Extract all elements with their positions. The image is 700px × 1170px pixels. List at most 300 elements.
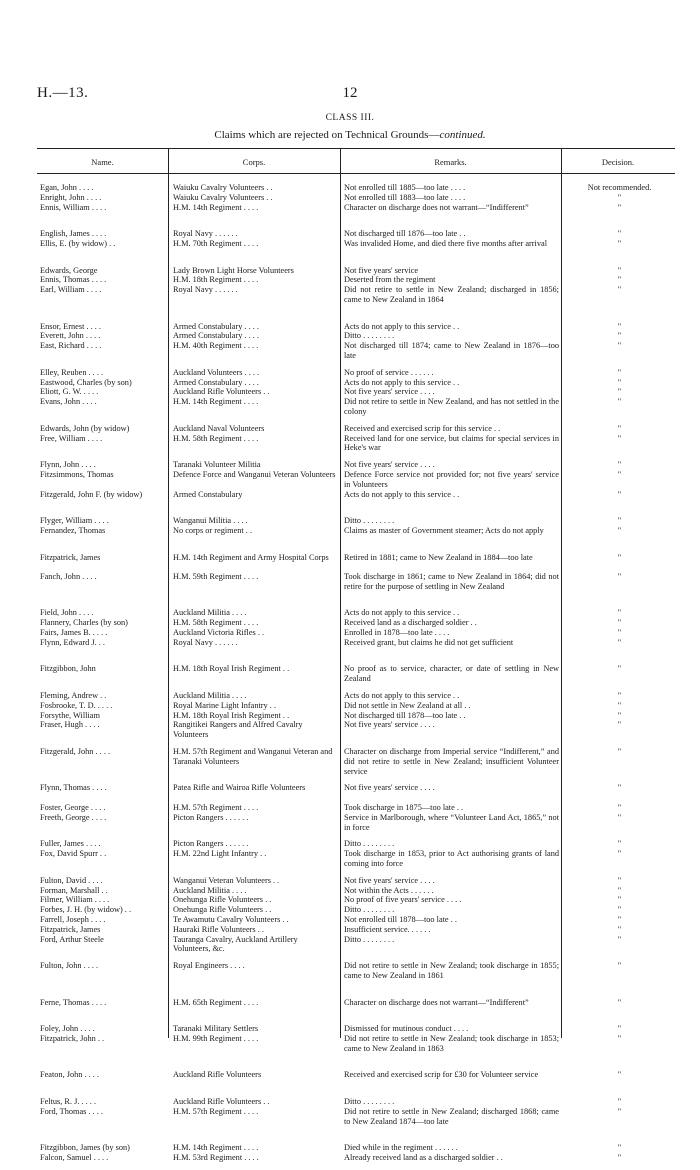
entry-name: Farrell, Joseph . . . . [40, 915, 106, 924]
entry-remarks: Dismissed for mutinous conduct . . . . [344, 1024, 469, 1034]
entry-corps: Auckland Volunteers . . . . [173, 367, 260, 377]
entry-corps: Onehunga Rifle Volunteers . . [173, 895, 272, 905]
table-row [37, 424, 675, 434]
entry-remarks: Not enrolled till 1885—too late . . . . [344, 183, 466, 192]
entry-corps: H.M. 58th Regiment . . . . [173, 618, 259, 628]
entry-decision: " [617, 229, 622, 239]
table-row [37, 961, 675, 990]
entry-corps: H.M. 18th Royal Irish Regiment . . [173, 664, 290, 674]
entry-decision: " [617, 934, 622, 944]
table-row [37, 998, 675, 1018]
table-row [37, 925, 675, 935]
entry-name: Fraser, Hugh . . . . [40, 720, 100, 730]
entry-decision: " [617, 1143, 622, 1153]
entry-corps: H.M. 57th Regiment . . . . [173, 1106, 259, 1116]
table-row [37, 1097, 675, 1107]
entry-decision: " [617, 895, 622, 905]
entry-name: Fuller, James . . . . [40, 839, 101, 849]
table-row [37, 239, 675, 259]
entry-decision: " [617, 664, 622, 674]
table-row [37, 387, 675, 397]
entry-name: Fitzsimmons, Thomas [40, 469, 114, 479]
subtitle-continued: continued. [439, 129, 486, 141]
entry-decision: " [617, 341, 622, 351]
table-row [37, 813, 675, 833]
entry-corps: Tauranga Cavalry, Auckland Artillery Volunteers, &c. [173, 934, 298, 954]
entry-name: Freeth, George . . . . [40, 812, 107, 822]
entry-remarks: Took discharge in 1861; came to New Zealand in 1864; did not retire for the purpose of settling in New Zealand [344, 572, 559, 591]
entry-remarks: Acts do not apply to this service . . [344, 377, 460, 387]
entry-decision: " [617, 1096, 622, 1106]
group-spacer [37, 740, 675, 747]
entry-name: Ford, Thomas . . . . [40, 1106, 103, 1116]
entry-decision: " [617, 783, 622, 793]
entry-corps: Auckland Militia . . . . [173, 885, 247, 895]
entry-name: Fitzgerald, John F. (by widow) [40, 489, 143, 499]
group-spacer [37, 601, 675, 608]
entry-decision: " [617, 460, 622, 470]
entry-name: Free, William . . . . [40, 433, 103, 443]
header-bottom-rule [37, 173, 675, 174]
entry-decision: " [617, 924, 622, 934]
entry-decision: " [617, 367, 622, 377]
entry-name: Elley, Reuben . . . . [40, 367, 104, 377]
entry-decision: " [617, 1106, 622, 1116]
entry-remarks: Not five years' service . . . . [344, 720, 435, 730]
entry-name: Egan, John . . . . [40, 183, 94, 192]
entry-corps: H.M. 65th Regiment . . . . [173, 997, 259, 1007]
table-row [37, 747, 675, 776]
entry-corps: Royal Navy . . . . . . [173, 637, 238, 647]
entry-remarks: Not five years' service . . . . [344, 460, 435, 470]
entry-corps: H.M. 58th Regiment . . . . [173, 433, 259, 443]
entry-decision: " [617, 747, 622, 757]
table-row [37, 1143, 675, 1153]
entry-remarks: Character on discharge does not warrant—“Indifferent” [344, 997, 529, 1007]
group-spacer [37, 259, 675, 266]
table-subtitle [0, 129, 700, 141]
entry-corps: Waiuku Cavalry Volunteers . . [173, 192, 273, 202]
column-header-name: Name. [91, 157, 114, 167]
entry-name: Flynn, Thomas . . . . [40, 783, 107, 793]
entry-corps: Auckland Militia . . . . [173, 608, 247, 618]
entry-remarks: Retired in 1881; came to New Zealand in 1884—too late [344, 552, 533, 562]
entry-decision: " [617, 397, 622, 407]
entry-corps: Royal Navy . . . . . . [173, 285, 238, 295]
entry-decision: " [617, 875, 622, 885]
table-row [37, 397, 675, 417]
entry-corps: H.M. 53rd Regiment . . . . [173, 1152, 259, 1162]
entry-name: East, Richard . . . . [40, 341, 102, 351]
entry-name: Flynn, John . . . . [40, 460, 96, 470]
entry-decision: " [617, 961, 622, 971]
entry-remarks: Received grant, but claims he did not get sufficient [344, 637, 514, 647]
entry-name: Fleming, Andrew . . [40, 691, 107, 701]
entry-corps: H.M. 18th Regiment . . . . [173, 275, 259, 285]
entry-corps: Auckland Rifle Volunteers . . [173, 1096, 270, 1106]
table-row [37, 886, 675, 896]
table-row [37, 628, 675, 638]
group-spacer [37, 315, 675, 322]
entry-remarks: Acts do not apply to this service . . [344, 608, 460, 618]
table-row [37, 183, 675, 193]
entry-remarks: Did not settle in New Zealand at all . . [344, 700, 471, 710]
entry-name: Ford, Arthur Steele [40, 934, 104, 944]
entry-name: Enright, John . . . . [40, 192, 102, 202]
entry-decision: " [617, 849, 622, 859]
entry-remarks: Not enrolled till 1883—too late . . . . [344, 192, 466, 202]
entry-name: English, James . . . . [40, 229, 107, 239]
table-row [37, 638, 675, 658]
entry-corps: H.M. 14th Regiment . . . . [173, 202, 259, 212]
entry-remarks: Took discharge in 1875—too late . . [344, 803, 464, 813]
entry-remarks: Not five years' service . . . . [344, 875, 435, 885]
entry-corps: H.M. 14th Regiment . . . . [173, 397, 259, 407]
entry-corps: Te Awamutu Cavalry Volunteers . . [173, 915, 289, 924]
entry-decision: " [617, 608, 622, 618]
entry-name: Ellis, E. (by widow) . . [40, 238, 116, 248]
table-row [37, 876, 675, 886]
entry-corps: Armed Constabulary [173, 489, 243, 499]
entry-decision: " [617, 285, 622, 295]
entry-remarks: Insufficient service. . . . . . [344, 924, 431, 934]
entry-corps: H.M. 57th Regiment . . . . [173, 803, 259, 813]
entry-corps: Defence Force and Wanganui Veteran Volunteers [173, 469, 336, 479]
entry-name: Edwards, George [40, 265, 98, 275]
entry-remarks: Character on discharge from Imperial service “Indifferent,” and did not retire to settle in New Zealand; insufficient Volunteer service [344, 747, 559, 776]
entry-remarks: Received and exercised scrip for this service . . [344, 423, 501, 433]
entry-decision: " [617, 275, 622, 285]
entry-name: Fanch, John . . . . [40, 572, 97, 582]
group-spacer [37, 222, 675, 229]
entry-name: Fulton, John . . . . [40, 961, 99, 971]
entry-decision: " [617, 238, 622, 248]
entry-corps: Taranaki Volunteer Militia [173, 460, 261, 470]
table-row [37, 839, 675, 849]
table-row [37, 341, 675, 361]
subtitle-main: Claims which are rejected on Technical Grounds— [214, 129, 440, 141]
entry-name: Falcon, Samuel . . . . [40, 1152, 109, 1162]
group-spacer [37, 1163, 675, 1170]
entry-remarks: Died while in the regiment . . . . . . [344, 1143, 458, 1153]
entry-remarks: Not five years' service . . . . [344, 387, 435, 397]
entry-remarks: Acts do not apply to this service . . [344, 489, 460, 499]
table-row [37, 434, 675, 454]
entry-name: Featon, John . . . . [40, 1070, 99, 1080]
column-header-decision: Decision. [601, 157, 635, 167]
entry-remarks: Not within the Acts . . . . . . [344, 885, 434, 895]
table-row [37, 1153, 675, 1163]
entry-remarks: Not five years' service . . . . [344, 783, 435, 793]
entry-corps: H.M. 57th Regiment and Wanganui Veteran and Taranaki Volunteers [173, 747, 333, 766]
entry-corps: H.M. 14th Regiment and Army Hospital Corps [173, 552, 329, 562]
entry-remarks: Acts do not apply to this service . . [344, 691, 460, 701]
entry-decision: " [617, 469, 622, 479]
entry-remarks: Ditto . . . . . . . . [344, 905, 395, 915]
table-top-rule [37, 148, 675, 149]
entry-decision: " [617, 628, 622, 638]
table-row [37, 618, 675, 628]
entry-name: Earl, William . . . . [40, 285, 102, 295]
entry-remarks: Not discharged till 1874; came to New Zealand in 1876—too late [344, 341, 559, 360]
entry-name: Fairs, James B. . . . . [40, 628, 108, 638]
entry-decision: " [617, 321, 622, 331]
entry-decision: " [617, 691, 622, 701]
entry-decision: " [617, 700, 622, 710]
entry-decision: " [617, 618, 622, 628]
entry-name: Ennis, Thomas . . . . [40, 275, 107, 285]
entry-decision: " [617, 423, 622, 433]
entry-decision: " [617, 905, 622, 915]
entry-remarks: Ditto . . . . . . . . [344, 839, 395, 849]
table-row [37, 915, 675, 925]
group-spacer [37, 417, 675, 424]
group-spacer [37, 657, 675, 664]
entry-corps: H.M. 70th Regiment . . . . [173, 238, 259, 248]
entry-corps: Taranaki Military Settlers [173, 1024, 259, 1034]
entry-remarks: Not five years' service [344, 265, 419, 275]
entry-decision: " [617, 637, 622, 647]
entry-corps: Auckland Rifle Volunteers . . [173, 387, 270, 397]
entry-corps: Royal Engineers . . . . [173, 961, 245, 971]
table-row [37, 331, 675, 341]
entry-remarks: Enrolled in 1878—too late . . . . [344, 628, 450, 638]
entry-decision: " [617, 885, 622, 895]
entry-decision: " [617, 433, 622, 443]
entry-name: Eastwood, Charles (by son) [40, 377, 132, 387]
table-row [37, 608, 675, 618]
entry-decision: " [617, 1070, 622, 1080]
entry-name: Fitzpatrick, James [40, 552, 101, 562]
entry-decision: " [617, 331, 622, 341]
table-row [37, 368, 675, 378]
entry-corps: Royal Marine Light Infantry . . [173, 700, 276, 710]
entry-corps: Hauraki Rifle Volunteers . . [173, 924, 264, 934]
table-row [37, 203, 675, 223]
entry-remarks: Did not retire to settle in New Zealand; took discharge in 1853; came to New Zealand in 1863 [344, 1033, 559, 1053]
entry-remarks: Took discharge in 1853, prior to Act authorising grants of land coming into force [344, 849, 559, 869]
table-row [37, 266, 675, 276]
claims-table [37, 183, 675, 1170]
group-spacer [37, 1063, 675, 1070]
entry-corps: Wanganui Veteran Volunteers . . [173, 875, 280, 885]
entry-decision: " [617, 720, 622, 730]
entry-remarks: Already received land as a discharged soldier . . [344, 1152, 503, 1162]
group-spacer [37, 1017, 675, 1024]
entry-corps: Patea Rifle and Wairoa Rifle Volunteers [173, 783, 306, 793]
entry-decision: " [617, 803, 622, 813]
entry-name: Fitzgibbon, John [40, 664, 96, 674]
entry-name: Forsythe, William [40, 710, 100, 720]
entry-name: Forman, Marshall . . [40, 885, 108, 895]
entry-remarks: Service in Marlborough, where “Volunteer Land Act, 1865,” not in force [344, 812, 559, 832]
entry-decision: " [617, 839, 622, 849]
entry-remarks: Ditto . . . . . . . . [344, 1096, 395, 1106]
entry-corps: Armed Constabulary . . . . [173, 321, 259, 331]
table-row [37, 935, 675, 955]
entry-name: Ferne, Thomas . . . . [40, 997, 107, 1007]
table-row [37, 1024, 675, 1034]
table-row [37, 783, 675, 803]
group-spacer [37, 509, 675, 516]
column-header-remarks: Remarks. [434, 157, 467, 167]
table-row [37, 193, 675, 203]
entry-remarks: Ditto . . . . . . . . [344, 934, 395, 944]
entry-corps: H.M. 99th Regiment . . . . [173, 1033, 259, 1043]
entry-decision: " [617, 377, 622, 387]
table-row [37, 803, 675, 813]
entry-corps: Auckland Naval Volunteers [173, 423, 265, 433]
table-row [37, 895, 675, 905]
entry-decision: " [617, 812, 622, 822]
table-row [37, 1034, 675, 1063]
entry-name: Forbes, J. H. (by widow) . . [40, 905, 132, 915]
entry-decision: " [617, 516, 622, 526]
entry-remarks: Ditto . . . . . . . . [344, 516, 395, 526]
group-spacer [37, 832, 675, 839]
entry-name: Flannery, Charles (by son) [40, 618, 128, 628]
column-header-corps: Corps. [242, 157, 266, 167]
entry-corps: Armed Constabulary . . . . [173, 377, 259, 387]
group-spacer [37, 991, 675, 998]
table-row [37, 905, 675, 915]
table-row [37, 516, 675, 526]
entry-remarks: Received land as a discharged soldier . . [344, 618, 477, 628]
entry-remarks: Claims as master of Government steamer; Acts do not apply [344, 525, 544, 535]
entry-decision: " [617, 265, 622, 275]
entry-remarks: Received land for one service, but claims for special services in Heke's war [344, 433, 559, 453]
table-row [37, 691, 675, 701]
entry-decision: " [617, 489, 622, 499]
document-reference: H.—13. [37, 85, 89, 101]
entry-decision: " [617, 1152, 622, 1162]
entry-remarks: Did not retire to settle in New Zealand; discharged in 1856; came to New Zealand in 1864 [344, 285, 559, 304]
group-spacer [37, 869, 675, 876]
entry-corps: H.M. 59th Regiment . . . . [173, 572, 259, 582]
table-row [37, 526, 675, 546]
entry-name: Fitzpatrick, James [40, 924, 101, 934]
group-spacer [37, 1136, 675, 1143]
entry-decision: " [617, 202, 622, 212]
entry-remarks: No proof of service . . . . . . [344, 367, 434, 377]
entry-name: Edwards, John (by widow) [40, 423, 130, 433]
table-row [37, 322, 675, 332]
entry-name: Fox, David Spurr . . [40, 849, 107, 859]
entry-remarks: Defence Force service not provided for; not five years' service in Volunteers [344, 469, 559, 489]
entry-decision: " [617, 525, 622, 535]
entry-corps: H.M. 18th Royal Irish Regiment . . [173, 710, 290, 720]
entry-name: Fitzpatrick, John . . [40, 1033, 105, 1043]
entry-corps: Auckland Victoria Rifles . . [173, 628, 265, 638]
group-spacer [37, 954, 675, 961]
entry-decision: " [617, 915, 622, 924]
table-row [37, 229, 675, 239]
entry-corps: H.M. 14th Regiment . . . . [173, 1143, 259, 1153]
entry-corps: No corps or regiment . . [173, 525, 253, 535]
group-spacer [37, 1090, 675, 1097]
entry-remarks: Ditto . . . . . . . . [344, 331, 395, 341]
entry-decision: " [617, 997, 622, 1007]
entry-corps: H.M. 22nd Light Infantry . . [173, 849, 267, 859]
entry-name: Evans, John . . . . [40, 397, 97, 407]
entry-remarks: Acts do not apply to this service . . [344, 321, 460, 331]
group-spacer [37, 453, 675, 460]
page-number: 12 [342, 85, 358, 101]
table-row [37, 849, 675, 869]
entry-decision: Not recommended. [587, 183, 652, 192]
table-row [37, 711, 675, 721]
entry-remarks: Not enrolled till 1878—too late . . [344, 915, 457, 924]
entry-corps: Onehunga Rifle Volunteers . . [173, 905, 272, 915]
class-title: CLASS III. [325, 113, 375, 123]
entry-corps: Waiuku Cavalry Volunteers . . [173, 183, 273, 192]
entry-remarks: Not discharged till 1878—too late . . [344, 710, 466, 720]
entry-decision: " [617, 1024, 622, 1034]
table-row [37, 701, 675, 711]
entry-name: Fitzgerald, John . . . . [40, 747, 111, 757]
entry-remarks: Was invalided Home, and died there five months after arrival [344, 238, 547, 248]
entry-remarks: No proof of five years' service . . . . [344, 895, 462, 905]
entry-corps: Picton Rangers . . . . . . [173, 812, 249, 822]
entry-remarks: Received and exercised scrip for £30 for Volunteer service [344, 1070, 539, 1080]
entry-name: Ennis, William . . . . [40, 202, 107, 212]
table-row [37, 275, 675, 285]
entry-name: Flyger, William . . . . [40, 516, 109, 526]
entry-corps: Auckland Militia . . . . [173, 691, 247, 701]
entry-name: Fosbrooke, T. D. . . . . [40, 700, 113, 710]
entry-remarks: Did not retire to settle in New Zealand; discharged 1868; came to New Zealand 1874—too late [344, 1106, 559, 1126]
table-row [37, 664, 675, 684]
entry-decision: " [617, 552, 622, 562]
table-row [37, 720, 675, 740]
entry-corps: H.M. 40th Regiment . . . . [173, 341, 259, 351]
entry-corps: Lady Brown Light Horse Volunteers [173, 265, 294, 275]
table-row [37, 378, 675, 388]
table-row [37, 490, 675, 510]
group-spacer [37, 684, 675, 691]
group-spacer [37, 776, 675, 783]
entry-decision: " [617, 710, 622, 720]
entry-corps: Wanganui Militia . . . . [173, 516, 248, 526]
entry-decision: " [617, 192, 622, 202]
entry-name: Filmer, William . . . . [40, 895, 110, 905]
entry-corps: Rangitikei Rangers and Alfred Cavalry Volunteers [173, 720, 303, 740]
entry-decision: " [617, 1033, 622, 1043]
entry-remarks: Did not retire to settle in New Zealand, and has not settled in the colony [344, 397, 559, 416]
entry-name: Foley, John . . . . [40, 1024, 95, 1034]
entry-name: Fitzgibbon, James (by son) [40, 1143, 130, 1153]
entry-decision: " [617, 387, 622, 397]
table-row [37, 1070, 675, 1090]
table-row [37, 572, 675, 601]
entry-name: Flynn, Edward J. . . [40, 637, 105, 647]
entry-name: Ensor, Ernest . . . . [40, 321, 101, 331]
entry-name: Eliott, G. W. . . . . [40, 387, 99, 397]
entry-name: Field, John . . . . [40, 608, 94, 618]
entry-name: Fulton, David . . . . [40, 875, 103, 885]
table-row [37, 460, 675, 470]
entry-corps: Royal Navy . . . . . . [173, 229, 238, 239]
entry-corps: Picton Rangers . . . . . . [173, 839, 249, 849]
entry-remarks: Character on discharge does not warrant—“Indifferent” [344, 202, 529, 212]
entry-remarks: Did not retire to settle in New Zealand; took discharge in 1855; came to New Zealand in 1861 [344, 961, 559, 980]
table-row [37, 285, 675, 314]
entry-name: Feltus, R. J. . . . . [40, 1096, 97, 1106]
group-spacer [37, 546, 675, 553]
entry-remarks: No proof as to service, character, or date of settling in New Zealand [344, 664, 559, 684]
table-row [37, 1107, 675, 1136]
entry-decision: " [617, 572, 622, 582]
